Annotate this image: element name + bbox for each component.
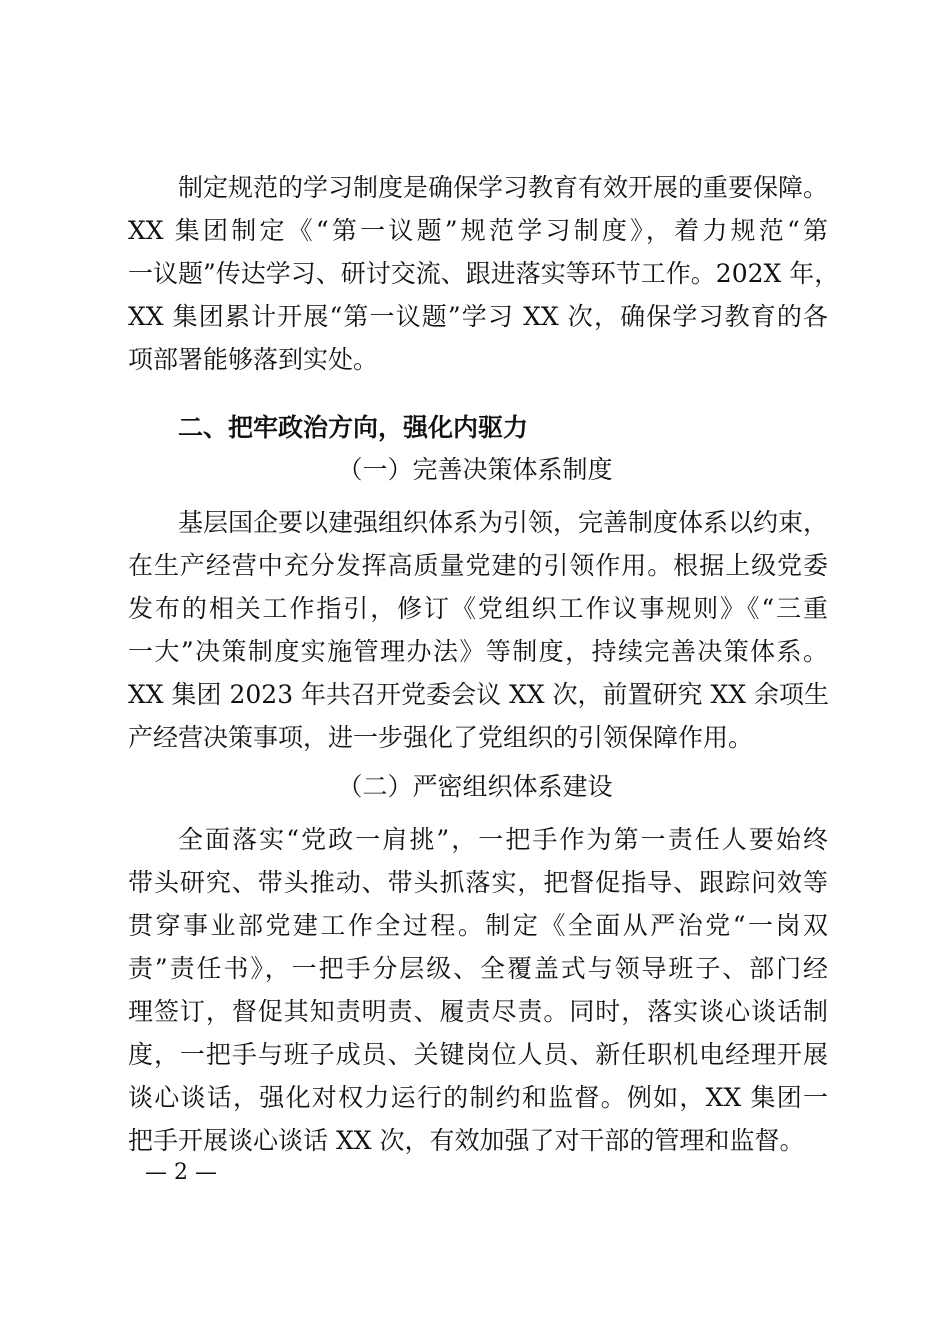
paragraph-line: XX 集团 2023 年共召开党委会议 XX 次，前置研究 XX 余项生 [128, 680, 830, 709]
paragraph-line: XX 集团累计开展“第一议题”学习 XX 次，确保学习教育的各 [128, 302, 828, 331]
paragraph-line: 发布的相关工作指引，修订《党组织工作议事规则》《“三重 [128, 594, 828, 623]
paragraph-line: 理签订，督促其知责明责、履责尽责。同时，落实谈心谈话制 [128, 997, 828, 1026]
subsection-heading: （一）完善决策体系制度 [337, 455, 613, 484]
paragraph-line: 谈心谈话，强化对权力运行的制约和监督。例如，XX 集团一 [128, 1083, 828, 1112]
paragraph-line: 责”责任书》，一把手分层级、全覆盖式与领导班子、部门经 [128, 954, 828, 983]
paragraph-line: 基层国企要以建强组织体系为引领，完善制度体系以约束， [178, 508, 829, 537]
subsection-heading: （二）严密组织体系建设 [337, 772, 613, 801]
section-heading: 二、把牢政治方向，强化内驱力 [178, 413, 529, 442]
paragraph-line: 带头研究、带头推动、带头抓落实，把督促指导、跟踪问效等 [128, 868, 828, 897]
page-number: — 2 — [145, 1160, 217, 1185]
paragraph-line: 产经营决策事项，进一步强化了党组织的引领保障作用。 [128, 723, 754, 752]
paragraph-line: 把手开展谈心谈话 XX 次，有效加强了对干部的管理和监督。 [128, 1126, 805, 1155]
paragraph-line: 项部署能够落到实处。 [128, 345, 379, 374]
paragraph-line: 在生产经营中充分发挥高质量党建的引领作用。根据上级党委 [128, 551, 828, 580]
paragraph-line: 度，一把手与班子成员、关键岗位人员、新任职机电经理开展 [128, 1040, 828, 1069]
paragraph-line: 制定规范的学习制度是确保学习教育有效开展的重要保障。 [178, 173, 829, 202]
paragraph-line: 一议题”传达学习、研讨交流、跟进落实等环节工作。202X 年， [128, 259, 840, 288]
paragraph-line: 贯穿事业部党建工作全过程。制定《全面从严治党“一岗双 [128, 911, 828, 940]
paragraph-line: XX 集团制定《“第一议题”规范学习制度》，着力规范“第 [128, 216, 828, 245]
paragraph-line: 一大”决策制度实施管理办法》等制度，持续完善决策体系。 [128, 637, 828, 666]
paragraph-line: 全面落实“党政一肩挑”，一把手作为第一责任人要始终 [178, 825, 828, 854]
